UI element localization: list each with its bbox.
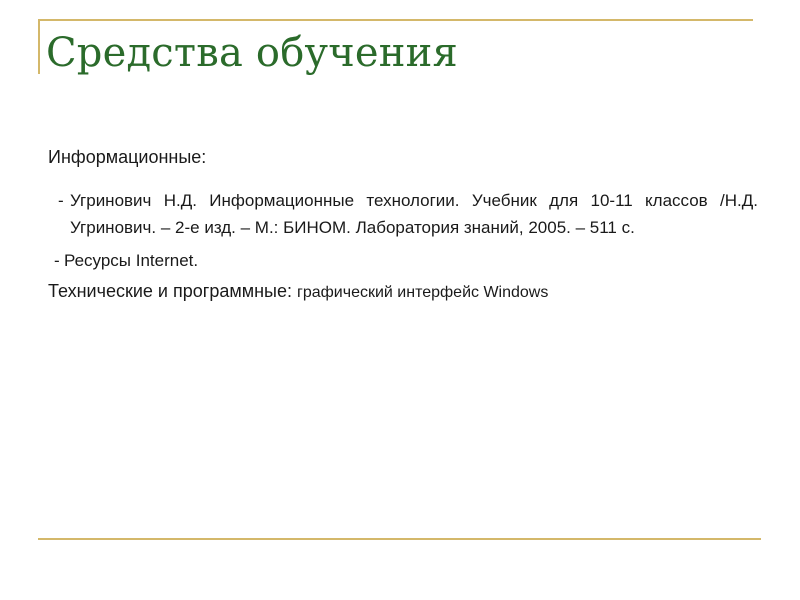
reference-text: Угринович Н.Д. Информационные технологии. Учебник для 10-11 классов /Н.Д. Угринович. – 2-е изд. – М.: БИНОМ. Лаборатория знаний, 2005. – 511 с. [70,191,758,237]
reference-item-internet [48,247,758,274]
info-resources-heading: Информационные: [48,147,207,167]
top-decorative-line [38,19,753,21]
bottom-decorative-line [38,538,761,540]
reference-bullet: - [54,251,60,270]
slide-body [48,146,758,304]
reference-item-textbook [48,187,758,241]
reference-text: Ресурсы Internet. [64,251,199,270]
tech-resources-value: графический интерфейс Windows [297,284,549,301]
left-decorative-line [38,19,40,74]
tech-resources-label: Технические и программные: [48,281,292,301]
tech-resources-line [48,280,758,304]
slide-title: Средства обучения [46,30,458,76]
reference-bullet: - [58,191,64,210]
